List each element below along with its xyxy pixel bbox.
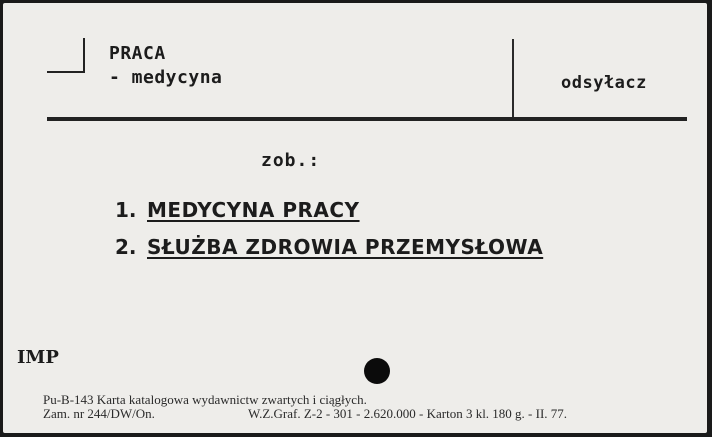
footer-order-number: Zam. nr 244/DW/On. xyxy=(43,406,155,421)
card-type-label: odsyłacz xyxy=(561,73,647,93)
vertical-divider xyxy=(512,39,514,117)
library-code: IMP xyxy=(17,347,59,368)
horizontal-rule xyxy=(47,117,687,121)
subject-heading: PRACA xyxy=(109,43,166,64)
footer-line-1: Pu-B-143 Karta katalogowa wydawnictw zwartych i ciągłych. xyxy=(43,392,367,407)
see-label: zob.: xyxy=(261,150,321,171)
punch-hole xyxy=(364,358,390,384)
reference-number: 1. xyxy=(115,198,137,222)
heading-tick xyxy=(83,38,85,73)
footer-imprint: W.Z.Graf. Z-2 - 301 - 2.620.000 - Karton 3 kl. 180 g. - II. 77. xyxy=(248,406,568,421)
reference-number: 2. xyxy=(115,235,137,259)
reference-text: SŁUŻBA ZDROWIA PRZEMYSŁOWA xyxy=(147,235,544,259)
reference-text: MEDYCYNA PRACY xyxy=(147,198,360,222)
reference-item xyxy=(115,235,543,259)
catalog-card xyxy=(3,3,707,433)
heading-rule xyxy=(47,71,85,73)
reference-item xyxy=(115,198,360,222)
subject-subdivision: - medycyna xyxy=(109,67,223,88)
